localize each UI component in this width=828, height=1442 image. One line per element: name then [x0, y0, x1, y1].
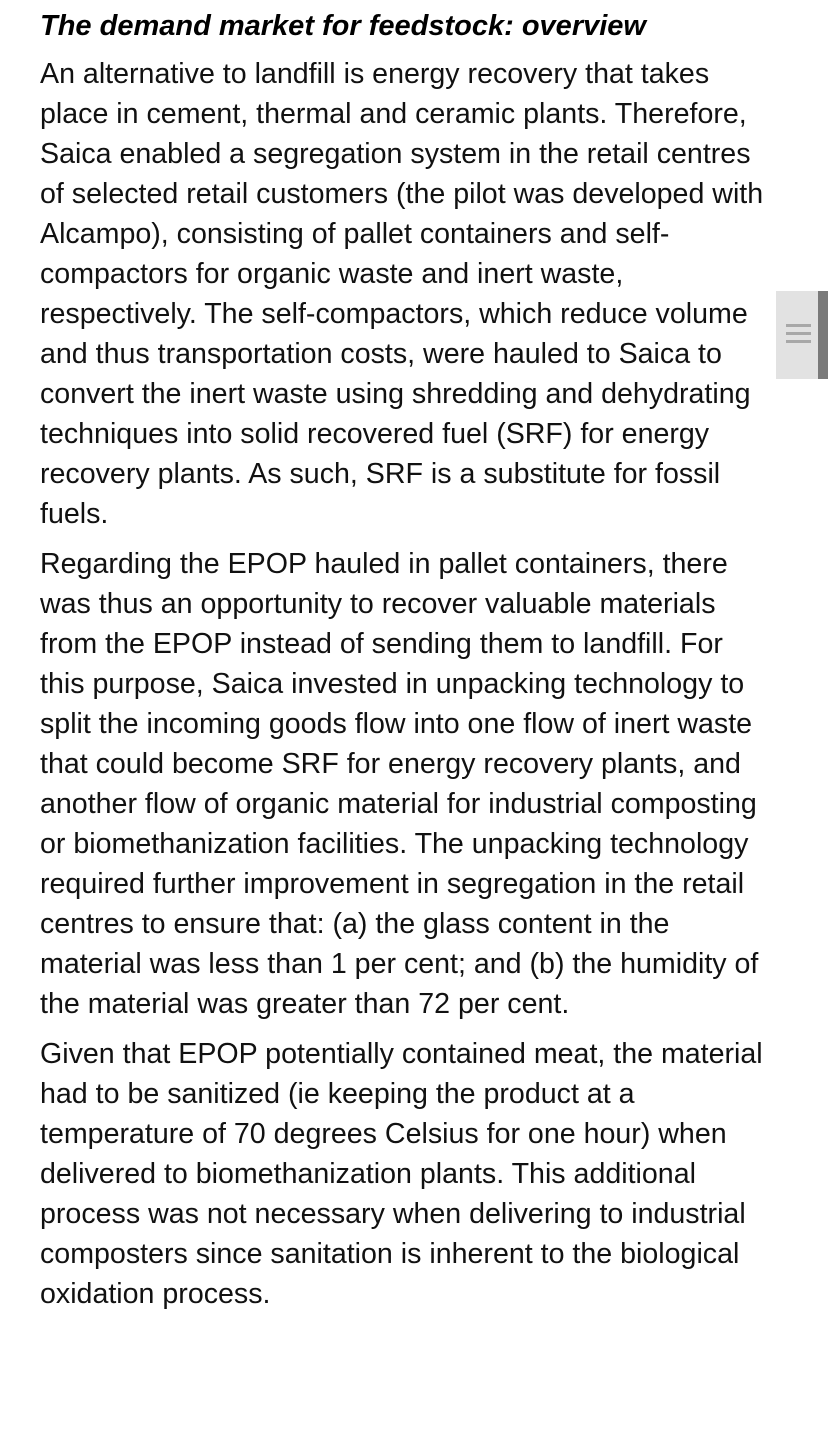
- scroll-handle[interactable]: [776, 291, 828, 379]
- paragraph-1: An alternative to landfill is energy recovery that takes place in cement, thermal and ceramic plants. Therefore, Saica enabled a segregation system in the retail centres of selected retail customers (the pilot was developed with Alcampo), consisting of pallet containers and self-compactors for organic waste and inert waste, respectively. The self-compactors, which reduce volume and thus transportation costs, were hauled to Saica to convert the inert waste using shredding and dehydrating techniques into solid recovered fuel (SRF) for energy recovery plants. As such, SRF is a substitute for fossil fuels.: [40, 58, 764, 530]
- grip-lines-icon: [786, 324, 811, 344]
- article-body: [40, 6, 775, 1324]
- section-heading: The demand market for feedstock: overview: [40, 10, 646, 42]
- paragraph-3: Given that EPOP potentially contained meat, the material had to be sanitized (ie keeping the product at a temperature of 70 degrees Celsius for one hour) when delivered to biomethanization plants. This additional process was not necessary when delivering to industrial composters since sanitation is inherent to the biological oxidation process.: [40, 1038, 763, 1310]
- paragraph-2: Regarding the EPOP hauled in pallet containers, there was thus an opportunity to recover valuable materials from the EPOP instead of sending them to landfill. For this purpose, Saica invested in unpacking technology to split the incoming goods flow into one flow of inert waste that could become SRF for energy recovery plants, and another flow of organic material for industrial composting or biomethanization facilities. The unpacking technology required further improvement in segregation in the retail centres to ensure that: (a) the glass content in the material was less than 1 per cent; and (b) the humidity of the material was greater than 72 per cent.: [40, 548, 759, 1020]
